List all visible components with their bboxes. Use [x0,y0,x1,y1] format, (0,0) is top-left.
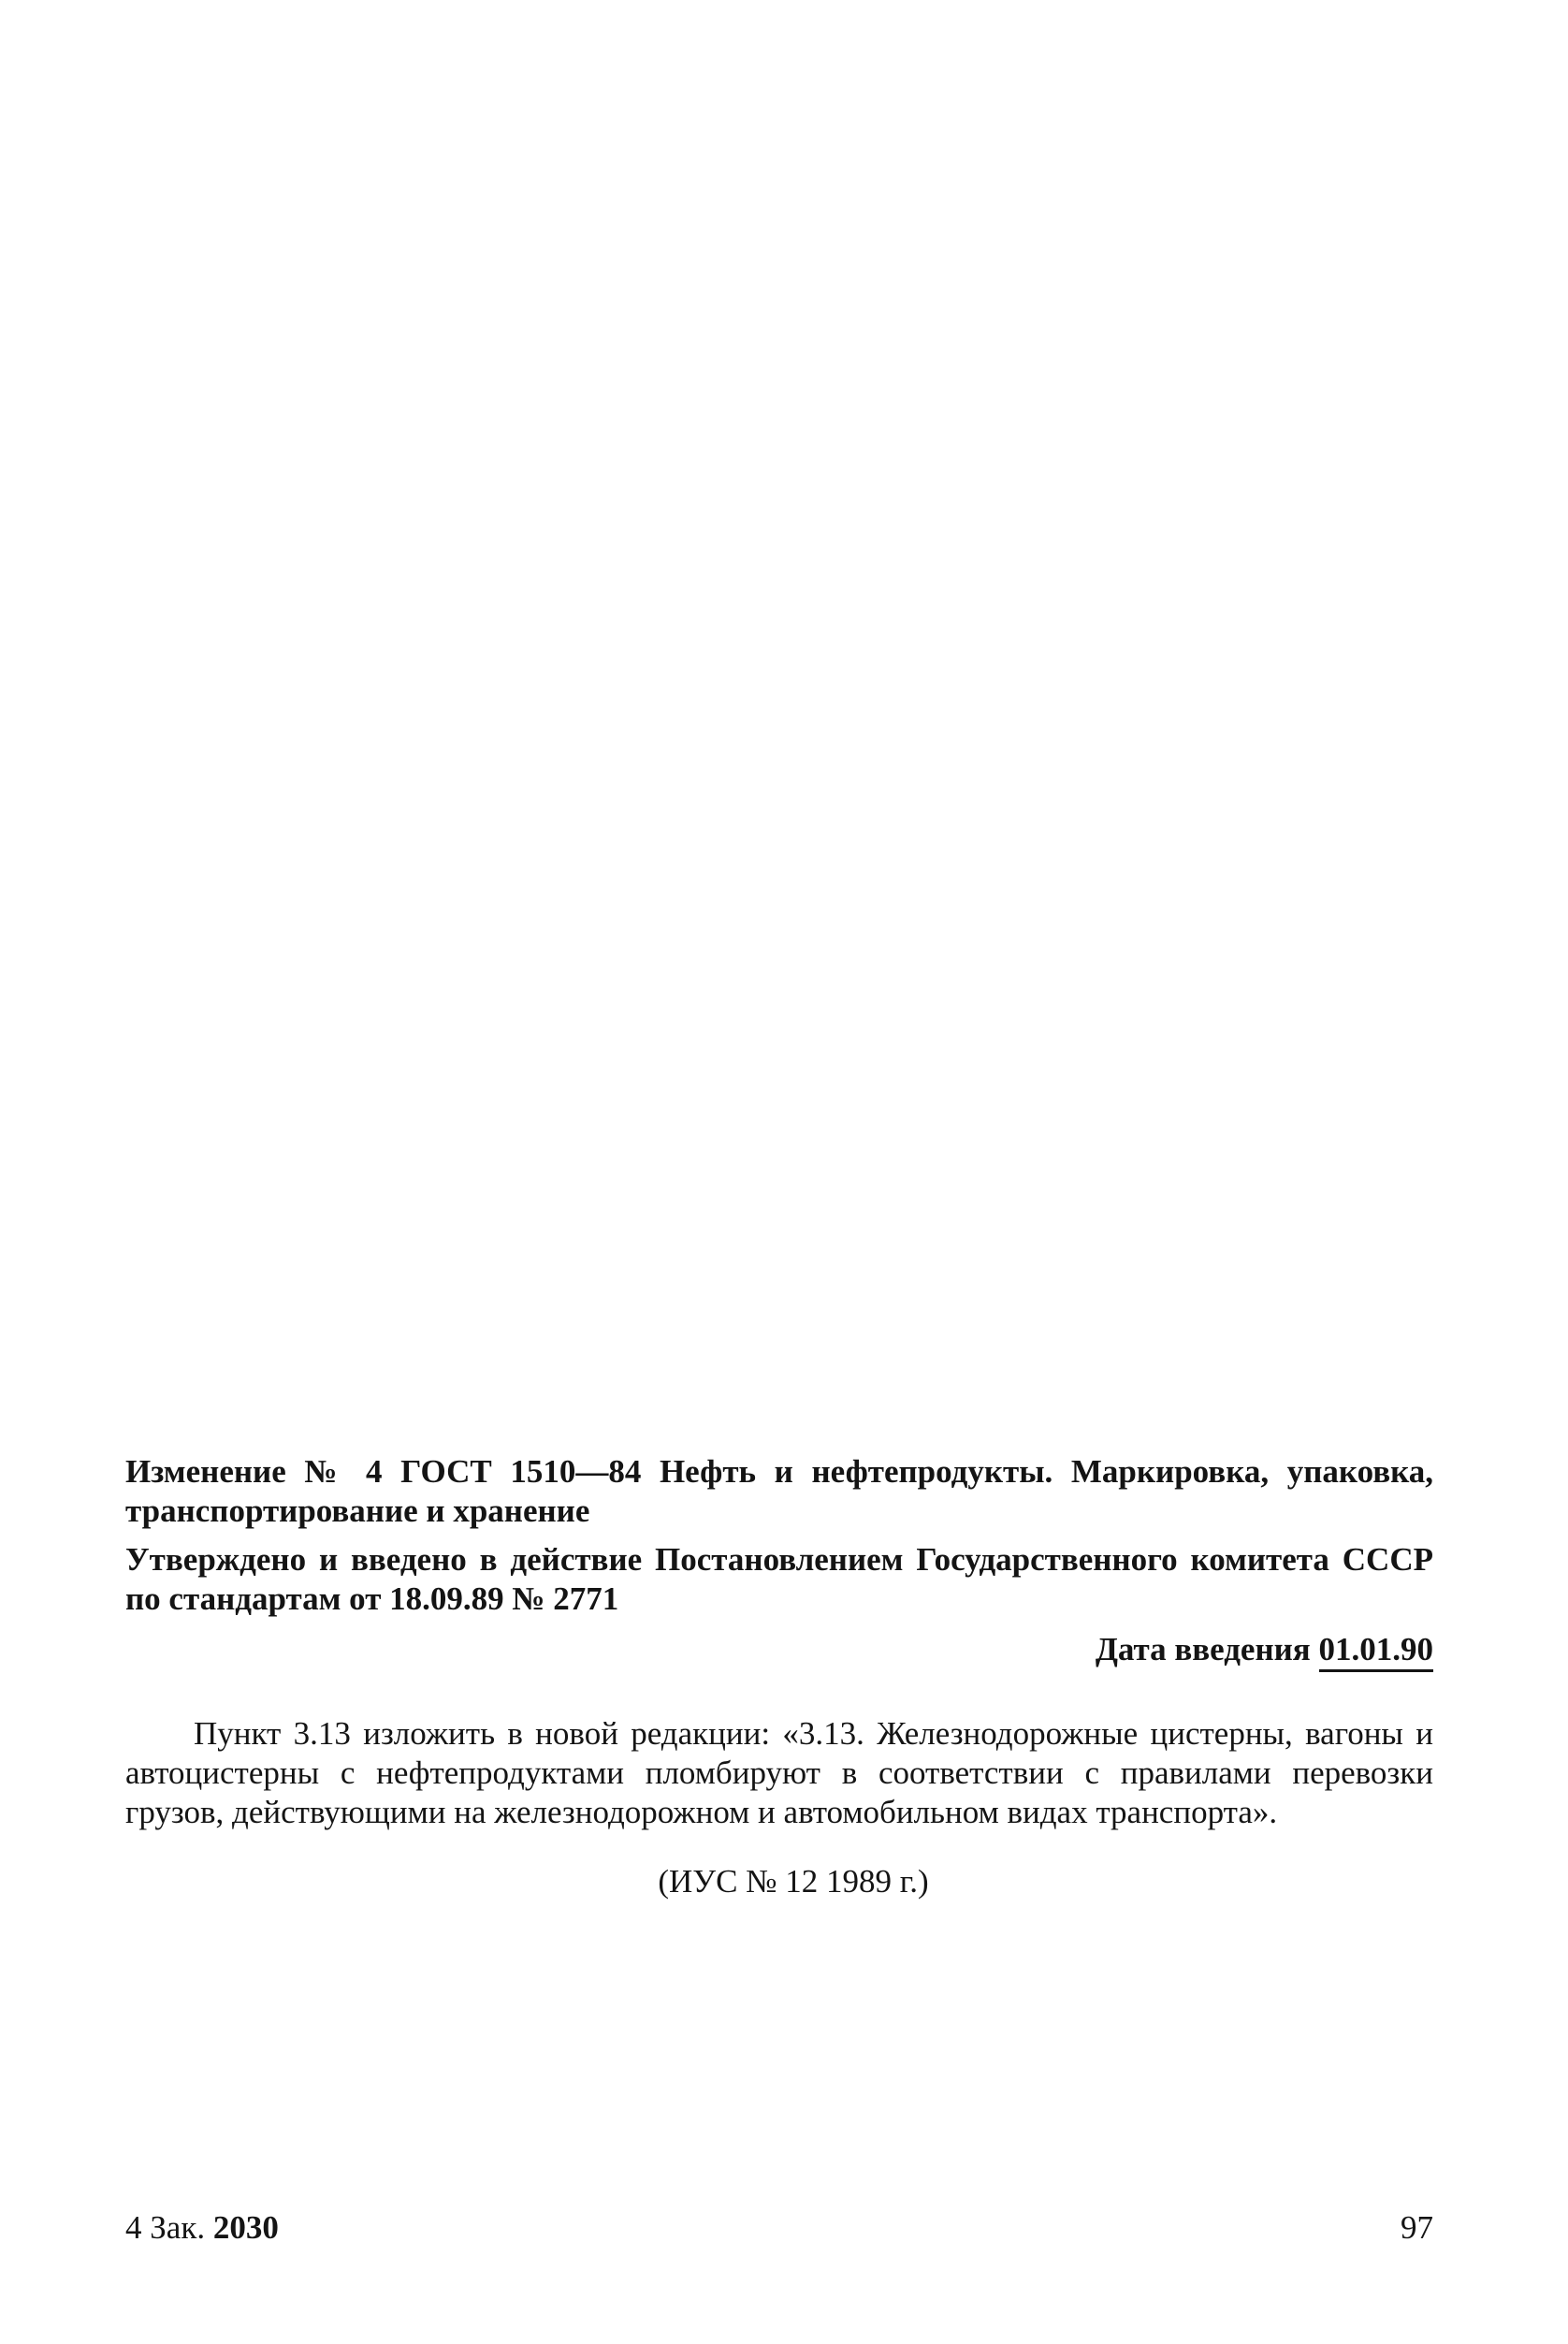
amendment-body-text: Пункт 3.13 изложить в новой редакции: «3.13. Железнодорожные цистерны, вагоны и автоцистерны с нефтепродуктами пломбируют в соответствии с правилами перевозки грузов, действующими на железнодорожном и автомобильном видах транспорта». [125,1715,1433,1830]
introduction-date-value: 01.01.90 [1319,1631,1434,1672]
order-number [125,2208,279,2248]
order-number-value: 2030 [212,2209,279,2246]
introduction-date [1096,1630,1433,1669]
page-number: 97 [1401,2209,1433,2246]
publication-source-text: (ИУС № 12 1989 г.) [658,1863,929,1900]
approval-statement: Утверждено и введено в действие Постановлением Государственного комитета СССР по стандартам от 18.09.89 № 2771 [125,1541,1433,1617]
publication-source [0,1862,1568,1901]
amendment-title: Изменение № 4 ГОСТ 1510—84 Нефть и нефтепродукты. Маркировка, упаковка, транспортирование и хранение [125,1453,1433,1529]
introduction-date-label: Дата введения [1095,1631,1311,1667]
order-prefix: 4 Зак. [125,2209,206,2246]
